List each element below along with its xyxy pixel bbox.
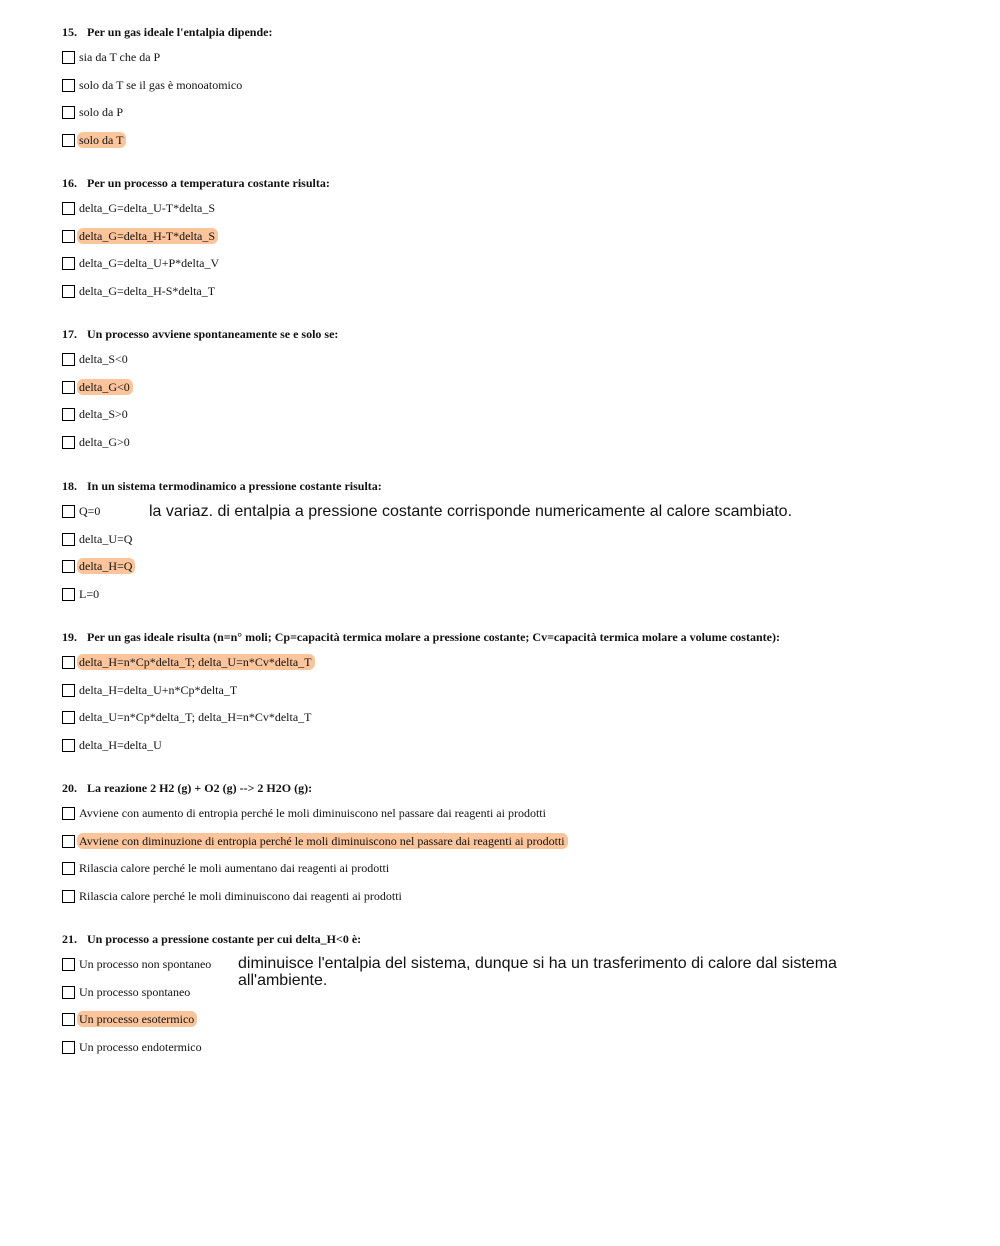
answer-checkbox[interactable]	[62, 560, 75, 573]
question-title	[62, 478, 962, 494]
answer-label: delta_G=delta_H-S*delta_T	[79, 283, 216, 298]
question-title	[62, 326, 962, 342]
answer-checkbox[interactable]	[62, 79, 75, 92]
answer-checkbox[interactable]	[62, 230, 75, 243]
annotation-note-q18: la variaz. di entalpia a pressione costante corrisponde numericamente al calore scambiato.	[149, 503, 793, 520]
annotation-note-line: diminuisce l'entalpia del sistema, dunque si ha un trasferimento di calore dal sistema	[238, 955, 837, 972]
answer-checkbox[interactable]	[62, 353, 75, 366]
question-text: Un processo avviene spontaneamente se e solo se:	[87, 327, 339, 341]
answer-checkbox[interactable]	[62, 408, 75, 421]
answer-label: delta_S<0	[79, 352, 128, 366]
highlighted-answer-label: solo da T	[77, 132, 126, 148]
answer-label: Un processo spontaneo	[79, 984, 191, 999]
answer-label: delta_G=delta_U-T*delta_S	[79, 201, 216, 215]
answer-option[interactable]	[62, 861, 962, 889]
question-title	[62, 175, 962, 191]
answer-option[interactable]	[62, 532, 962, 560]
answer-option[interactable]	[62, 1040, 962, 1068]
question-title	[62, 629, 962, 645]
highlighted-answer-label: Un processo esotermico	[77, 1011, 197, 1027]
answer-option[interactable]	[62, 587, 962, 615]
answer-label: delta_G>0	[79, 434, 130, 449]
answer-checkbox[interactable]	[62, 835, 75, 848]
highlighted-answer-label: Avviene con diminuzione di entropia perché le moli diminuiscono nel passare dai reagenti ai prodotti	[77, 833, 568, 849]
answer-label: Un processo endotermico	[79, 1039, 202, 1054]
question-19	[62, 629, 962, 765]
answer-checkbox[interactable]	[62, 739, 75, 752]
answer-option[interactable]	[62, 655, 962, 683]
answer-option[interactable]	[62, 806, 962, 834]
answer-option[interactable]	[62, 1012, 962, 1040]
answer-label: delta_U=Q	[79, 531, 133, 546]
answer-label: Rilascia calore perché le moli diminuiscono dai reagenti ai prodotti	[79, 888, 402, 903]
answer-label: delta_S>0	[79, 407, 128, 422]
question-text: Per un gas ideale l'entalpia dipende:	[87, 25, 273, 39]
highlighted-answer-label: delta_H=Q	[77, 558, 135, 574]
answer-checkbox[interactable]	[62, 106, 75, 119]
answer-option[interactable]	[62, 256, 962, 284]
question-15	[62, 24, 962, 160]
question-16	[62, 175, 962, 311]
answer-label: Rilascia calore perché le moli aumentano dai reagenti ai prodotti	[79, 861, 390, 876]
answer-option[interactable]	[62, 201, 962, 229]
answer-option[interactable]	[62, 229, 962, 257]
answer-checkbox[interactable]	[62, 588, 75, 601]
question-number: 19.	[62, 630, 77, 644]
answer-label: Q=0	[79, 504, 101, 518]
question-number: 17.	[62, 327, 77, 341]
answer-label: sia da T che da P	[79, 50, 161, 64]
answer-option[interactable]	[62, 284, 962, 312]
answer-label: solo da P	[79, 105, 124, 120]
question-number: 15.	[62, 25, 77, 39]
answer-option[interactable]	[62, 834, 962, 862]
question-title	[62, 780, 962, 796]
answer-label: delta_U=n*Cp*delta_T; delta_H=n*Cv*delta_T	[79, 710, 312, 725]
answer-option[interactable]	[62, 559, 962, 587]
answer-option[interactable]	[62, 133, 962, 161]
question-text: Per un processo a temperatura costante risulta:	[87, 176, 330, 190]
answer-label: delta_H=delta_U	[79, 737, 162, 752]
answer-checkbox[interactable]	[62, 436, 75, 449]
question-21	[62, 931, 962, 1067]
question-20	[62, 780, 962, 916]
answer-checkbox[interactable]	[62, 862, 75, 875]
question-17	[62, 326, 962, 462]
answer-option[interactable]	[62, 352, 962, 380]
answer-checkbox[interactable]	[62, 257, 75, 270]
answer-checkbox[interactable]	[62, 684, 75, 697]
answer-option[interactable]	[62, 683, 962, 711]
answer-option[interactable]	[62, 50, 962, 78]
question-number: 16.	[62, 176, 77, 190]
answer-checkbox[interactable]	[62, 1013, 75, 1026]
answer-label: Avviene con aumento di entropia perché le moli diminuiscono nel passare dai reagenti ai prodotti	[79, 806, 546, 820]
answer-option[interactable]	[62, 380, 962, 408]
question-number: 18.	[62, 479, 77, 493]
question-title	[62, 931, 962, 947]
answer-option[interactable]	[62, 889, 962, 917]
highlighted-answer-label: delta_H=n*Cp*delta_T; delta_U=n*Cv*delta_T	[77, 654, 315, 670]
answer-label: delta_H=delta_U+n*Cp*delta_T	[79, 682, 238, 697]
question-number: 20.	[62, 781, 77, 795]
answer-checkbox[interactable]	[62, 134, 75, 147]
answer-checkbox[interactable]	[62, 656, 75, 669]
answer-option[interactable]	[62, 435, 962, 463]
highlighted-answer-label: delta_G<0	[77, 379, 133, 395]
answer-label: solo da T se il gas è monoatomico	[79, 77, 243, 92]
answer-checkbox[interactable]	[62, 986, 75, 999]
highlighted-answer-label: delta_G=delta_H-T*delta_S	[77, 228, 218, 244]
answer-option[interactable]	[62, 78, 962, 106]
answer-option[interactable]	[62, 407, 962, 435]
question-18	[62, 478, 962, 614]
question-text: La reazione 2 H2 (g) + O2 (g) --> 2 H2O (g):	[87, 781, 313, 795]
question-text: In un sistema termodinamico a pressione costante risulta:	[87, 479, 382, 493]
question-text: Per un gas ideale risulta (n=n° moli; Cp=capacità termica molare a pressione costante; Cv=capacità termica molare a volume costante):	[87, 630, 780, 644]
annotation-note-line: all'ambiente.	[238, 972, 328, 989]
answer-label: L=0	[79, 586, 100, 601]
annotation-note-q21	[238, 955, 837, 989]
answer-checkbox[interactable]	[62, 51, 75, 64]
answer-checkbox[interactable]	[62, 711, 75, 724]
answer-checkbox[interactable]	[62, 890, 75, 903]
question-text: Un processo a pressione costante per cui delta_H<0 è:	[87, 932, 362, 946]
answer-option[interactable]	[62, 738, 962, 766]
answer-checkbox[interactable]	[62, 533, 75, 546]
answer-option[interactable]	[62, 105, 962, 133]
answer-label: delta_G=delta_U+P*delta_V	[79, 256, 220, 271]
question-title	[62, 24, 962, 40]
answer-checkbox[interactable]	[62, 1041, 75, 1054]
answer-checkbox[interactable]	[62, 202, 75, 215]
answer-checkbox[interactable]	[62, 807, 75, 820]
answer-option[interactable]	[62, 710, 962, 738]
answer-checkbox[interactable]	[62, 285, 75, 298]
question-number: 21.	[62, 932, 77, 946]
answer-label: Un processo non spontaneo	[79, 957, 212, 971]
answer-checkbox[interactable]	[62, 958, 75, 971]
answer-checkbox[interactable]	[62, 505, 75, 518]
answer-checkbox[interactable]	[62, 381, 75, 394]
